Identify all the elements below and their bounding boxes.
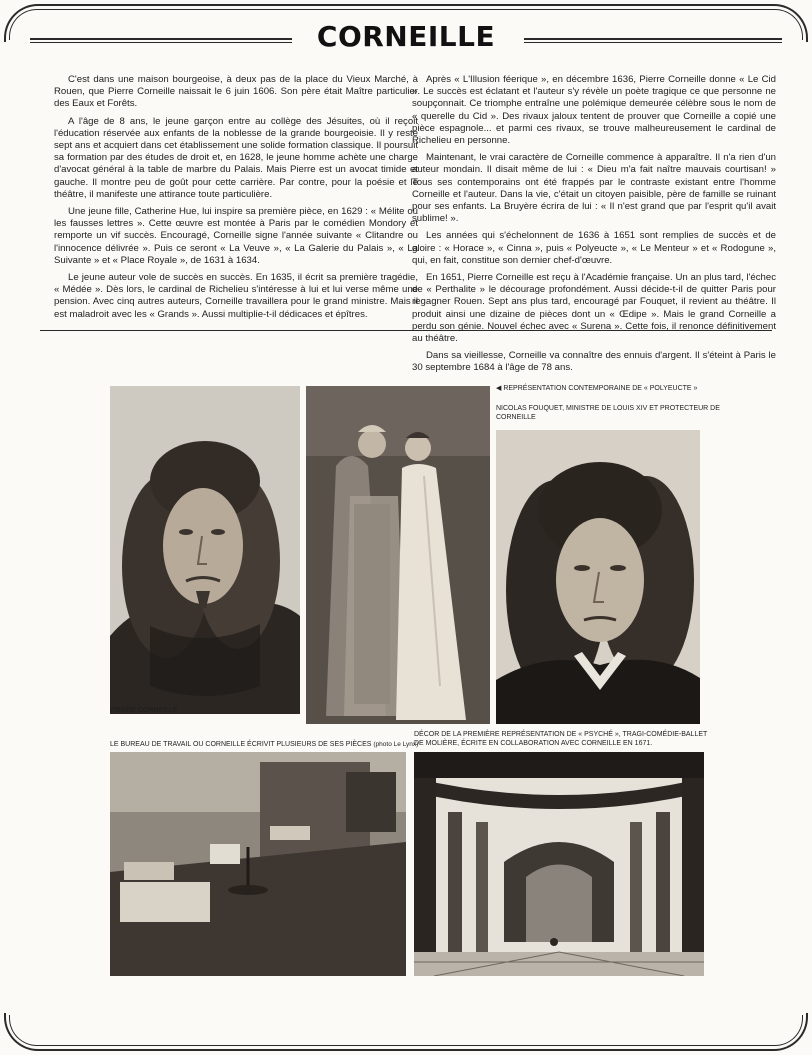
caption-bureau-credit: (photo Le Lynx) (373, 741, 419, 748)
bureau-photo (110, 752, 406, 976)
page-title: CORNEILLE (316, 20, 496, 53)
caption-bureau-text: LE BUREAU DE TRAVAIL OU CORNEILLE ÉCRIVIT PLUSIEURS DE SES PIÈCES (110, 741, 372, 748)
frame-top-rule (40, 4, 772, 6)
caption-psyche: DÉCOR DE LA PREMIÈRE REPRÉSENTATION DE « PSYCHÉ », TRAGI-COMÉDIE-BALLET DE MOLIÈRE, ÉCRITE EN COLLABORATION AVEC CORNEILLE EN 1671. (414, 731, 708, 747)
frame-top-rule-inner (39, 9, 773, 10)
frame-corner-bottom-right-inner (772, 1015, 803, 1046)
nicolas-fouquet-portrait (496, 430, 700, 724)
paragraph: Maintenant, le vrai caractère de Corneille commence à apparaître. Il n'a rien d'un auteur mondain. Il disait même de lui : « Dieu m'a fait naître mauvais courtisan! » Tous ses contemporains ont été frappés par le contraste existant entre l'homme Corneille et l'auteur. Dans la vie, c'était un citoyen paisible, père de famille se ruinant pour ses enfants. La Bruyère écrira de lui : « Il n'est grand que par l'esprit qu'il avait sublime! ». (412, 152, 776, 225)
frame-bottom-rule (40, 1049, 772, 1051)
left-text-column (54, 74, 418, 326)
paragraph: Dans sa vieillesse, Corneille va connaître des ennuis d'argent. Il s'éteint à Paris le 30 septembre 1684 à l'âge de 78 ans. (412, 350, 776, 374)
paragraph: Les années qui s'échelonnent de 1636 à 1651 sont remplies de succès et de gloire : « Horace », « Cinna », puis « Polyeucte », « Le Menteur » et « Rodogune », qui, en fait, constitue son dernier chef-d'œuvre. (412, 230, 776, 266)
paragraph: Après « L'Illusion féerique », en décembre 1636, Pierre Corneille donne « Le Cid ». Le succès est éclatant et l'auteur s'y révèle un poète tragique ce que personne ne soupçonnait. Ce triomphe entraîne une polémique demeurée célèbre sous le nom de « querelle du Cid ». Des rivaux jaloux tentent de prouver que Corneille a copié une pièce espagnole... et parmi ces rivaux, se trouve malheureusement le cardinal de Richelieu en personne. (412, 74, 776, 147)
paragraph: Le jeune auteur vole de succès en succès. En 1635, il écrit sa première tragédie, « Médée ». Dès lors, le cardinal de Richelieu s'intéresse à lui et lui verse même une pension. Avec cinq autres auteurs, Corneille travaillera pour le grand ministre. Mais il est maladroit avec les « Grands ». Aussi multiplie-t-il dédicaces et épîtres. (54, 272, 418, 320)
caption-bureau (110, 740, 420, 749)
paragraph: En 1651, Pierre Corneille est reçu à l'Académie française. Un an plus tard, l'échec de « Perthalite » le décourage profondément. Aussi décide-t-il de quitter Paris pour regagner Rouen. Sept ans plus tard, encouragé par Fouquet, il revient au théâtre. Il produit ainsi une dizaine de pièces dont un « Œdipe ». Mais le grand Corneille a perdu son génie. Nouvel échec avec « Surena ». Cette fois, il renonce définitivement au théâtre. (412, 272, 776, 345)
caption-pierre-corneille: PIERRE CORNEILLE (110, 707, 178, 714)
paragraph: C'est dans une maison bourgeoise, à deux pas de la place du Vieux Marché, à Rouen, que Pierre Corneille naissait le 6 juin 1606. Son père était Maître particulier des Eaux et Forêts. (54, 74, 418, 110)
paragraph: A l'âge de 8 ans, le jeune garçon entre au collège des Jésuites, où il reçoit l'éducation réservée aux enfants de la noblesse de la grande bourgeoisie. Il y reste sept ans et acquiert dans cet établissement une solide formation classique. Il poursuit sa formation par des études de droit et, en 1628, le jeune homme achète une charge d'avocat général à la table de marbre du Palais. Mais Pierre est un avocat timide et gauche. Il montre peu de goût pour cette carrière. Par contre, pour la poésie et le théâtre, il manifeste une attirance toute particulière. (54, 115, 418, 200)
right-text-column (412, 74, 776, 380)
paragraph: Une jeune fille, Catherine Hue, lui inspire sa première pièce, en 1629 : « Mélite ou les fausses lettres ». Cette œuvre est montée à Paris par le comédien Mondory et remporte un vif succès. Encouragé, Corneille signe l'année suivante « Clitandre ou l'innocence délivrée ». Puis ce seront « La Veuve », « La Galerie du Palais », « La Suivante » et « Place Royale », de 1631 à 1634. (54, 206, 418, 266)
pierre-corneille-portrait (110, 386, 300, 714)
caption-fouquet: NICOLAS FOUQUET, MINISTRE DE LOUIS XIV ET PROTECTEUR DE CORNEILLE (496, 405, 720, 421)
psyche-decor-engraving (414, 752, 704, 976)
polyeucte-stage-photo (306, 386, 490, 724)
caption-polyeucte: ◀ REPRÉSENTATION CONTEMPORAINE DE « POLYEUCTE » (496, 385, 698, 392)
frame-bottom-rule-inner (39, 1045, 773, 1046)
